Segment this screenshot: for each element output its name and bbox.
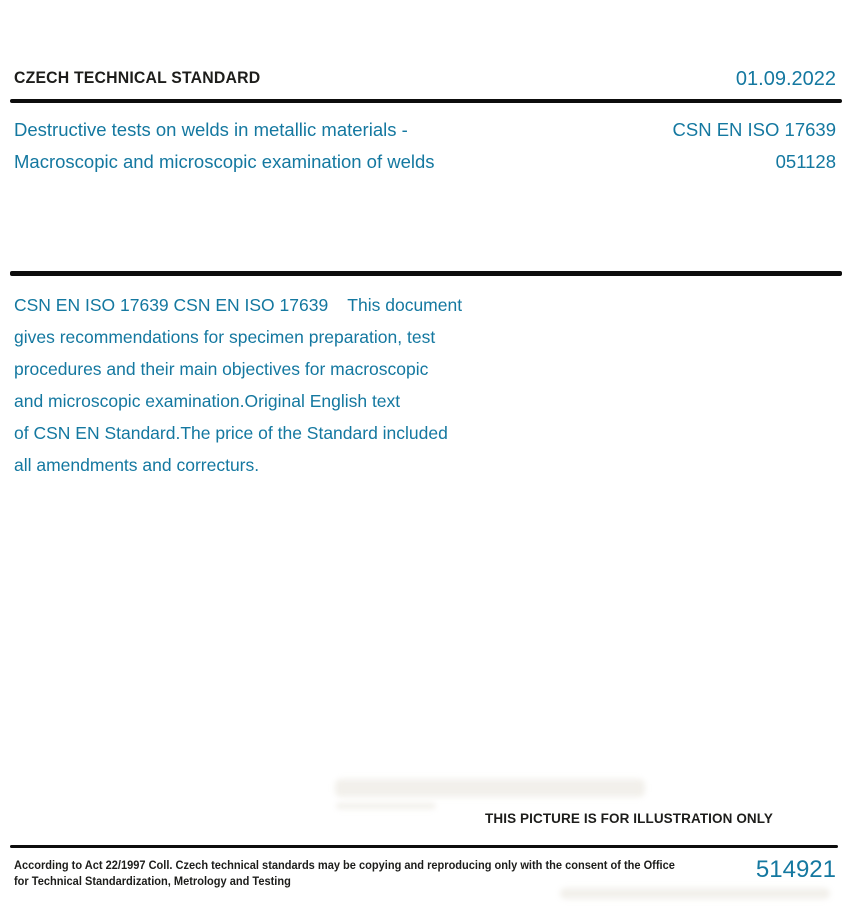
order-number: 514921 bbox=[755, 856, 836, 883]
abstract-line: and microscopic examination.Original English text bbox=[14, 391, 401, 411]
abstract-text bbox=[14, 289, 614, 481]
copyright-legal-line2: for Technical Standardization, Metrology and Testing bbox=[14, 875, 291, 888]
copyright-legal-text bbox=[14, 859, 675, 890]
title-row-1 bbox=[14, 114, 836, 146]
class-number: 051128 bbox=[775, 151, 836, 172]
abstract-line: CSN EN ISO 17639 CSN EN ISO 17639 This document bbox=[14, 295, 463, 315]
copyright-legal-line1: According to Act 22/1997 Coll. Czech technical standards may be copying and reproducing only with the consent of the Office bbox=[14, 860, 675, 872]
document-title-line2: Macroscopic and microscopic examination of welds bbox=[14, 151, 435, 172]
title-row-2 bbox=[14, 146, 836, 178]
footer-divider-rule bbox=[10, 845, 838, 848]
document-header bbox=[14, 68, 836, 91]
abstract-line: procedures and their main objectives for macroscopic bbox=[14, 359, 429, 379]
standard-number: CSN EN ISO 17639 bbox=[672, 119, 836, 140]
header-divider-rule bbox=[10, 99, 842, 103]
title-block bbox=[14, 114, 836, 178]
section-divider-rule bbox=[10, 271, 842, 276]
faint-watermark bbox=[336, 803, 436, 809]
document-title-line1: Destructive tests on welds in metallic materials - bbox=[14, 119, 408, 140]
issue-date: 01.09.2022 bbox=[735, 68, 836, 90]
abstract-line: of CSN EN Standard.The price of the Standard included bbox=[14, 423, 448, 443]
illustration-disclaimer: THIS PICTURE IS FOR ILLUSTRATION ONLY bbox=[485, 811, 773, 826]
abstract-line: gives recommendations for specimen preparation, test bbox=[14, 327, 436, 347]
abstract-line: all amendments and correcturs. bbox=[14, 455, 260, 475]
standard-type-label: CZECH TECHNICAL STANDARD bbox=[14, 68, 261, 87]
faint-watermark bbox=[335, 779, 645, 797]
document-footer bbox=[14, 856, 836, 890]
